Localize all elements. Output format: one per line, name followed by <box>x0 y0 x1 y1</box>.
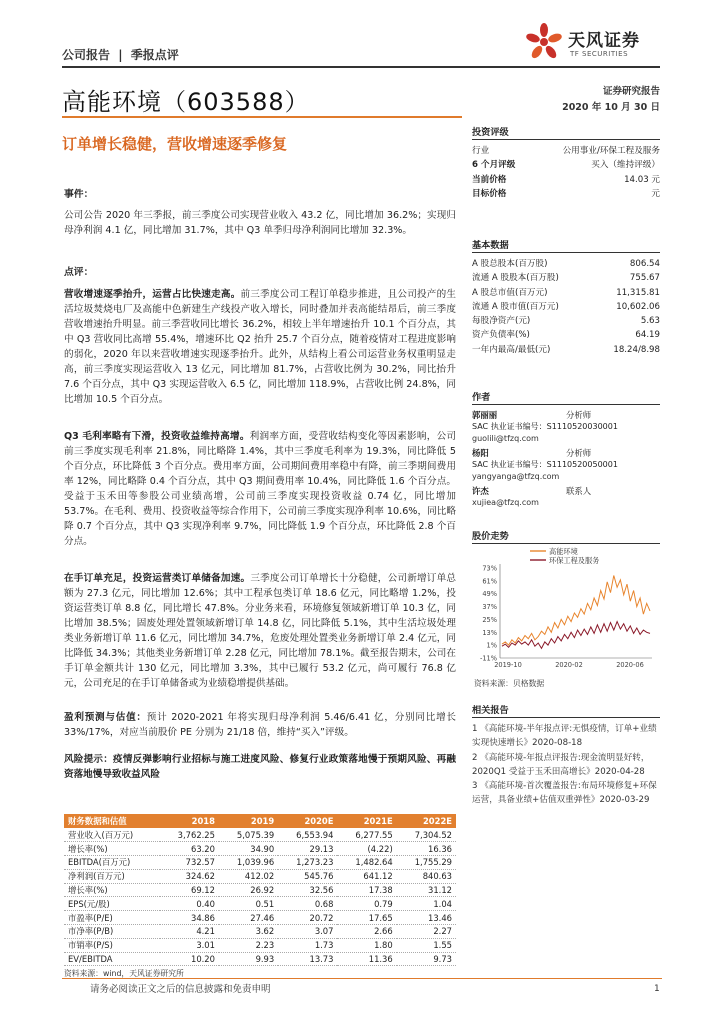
table-cell: 34.90 <box>219 842 278 856</box>
table-cell: 13.73 <box>278 952 337 966</box>
basic-data-key: A 股总股本(百万股) <box>472 259 548 269</box>
basic-data-value: 11,315.81 <box>616 287 660 298</box>
basic-data-row <box>472 314 660 328</box>
y-tick-label: 49% <box>482 590 497 599</box>
author-email[interactable]: xujiea@tfzq.com <box>472 498 539 507</box>
basic-data-key: 资产负债率(%) <box>472 330 530 341</box>
table-cell: 324.62 <box>160 869 219 883</box>
table-cell: 净利润(百万元) <box>64 869 160 883</box>
table-column-header: 2021E <box>337 814 396 828</box>
rating-row-price <box>472 173 660 187</box>
table-cell: 1,482.64 <box>337 856 396 870</box>
table-cell: 17.65 <box>337 911 396 925</box>
event-text: 公司公告 2020 年三季报，前三季度公司实现营业收入 43.2 亿，同比增加 36.2%；实现归母净利润 4.1 亿，同比增加 31.7%，其中 Q3 单季归母净利润同比增加 32.3%。 <box>64 210 456 236</box>
rating-key: 6 个月评级 <box>472 160 516 171</box>
rating-value: 元 <box>651 188 660 199</box>
basic-data-value: 5.63 <box>640 316 660 327</box>
rating-section <box>472 124 660 201</box>
paragraph-margin-head: Q3 毛利率略有下滑，投资收益维持高增。 <box>64 431 250 442</box>
table-cell: 17.38 <box>337 883 396 897</box>
related-report-item[interactable]: 1 《高能环境-半年报点评:无惧疫情，订单+业绩实现快速增长》2020-08-18 <box>472 724 657 749</box>
basic-data-row <box>472 257 660 271</box>
table-cell: 4.21 <box>160 925 219 939</box>
paragraph-risk-head: 风险提示：疫情反弹影响行业招标与施工进度风险、修复行业政策落地慢于预期风险、再融资落地慢导致收益风险 <box>64 754 456 780</box>
company-logo <box>524 22 664 66</box>
basic-data-section <box>472 237 660 357</box>
paragraph-revenue-head: 营收增速逐季抬升，运营占比快速走高。 <box>64 289 241 300</box>
page-title: 高能环境（603588） <box>62 88 310 116</box>
basic-data-head: 基本数据 <box>472 237 660 253</box>
author-email[interactable]: guolili@tfzq.com <box>472 434 539 443</box>
table-cell: 3.01 <box>160 938 219 952</box>
y-tick-label: 25% <box>482 615 497 624</box>
y-tick-label: 13% <box>482 628 497 637</box>
financial-table-header <box>64 814 456 828</box>
basic-data-key: 一年内最高/最低(元) <box>472 344 551 355</box>
table-cell: 营业收入(百万元) <box>64 828 160 842</box>
page-subtitle: 订单增长稳健，营收增速逐季修复 <box>62 135 288 153</box>
rating-row-industry <box>472 144 660 158</box>
y-tick-label: -11% <box>479 654 497 663</box>
chart-source: 资料来源：贝格数据 <box>474 679 545 688</box>
basic-data-row <box>472 343 660 357</box>
table-row <box>64 938 456 952</box>
rating-head: 投资评级 <box>472 124 660 140</box>
table-cell: 1,039.96 <box>219 856 278 870</box>
table-cell: 1,273.23 <box>278 856 337 870</box>
logo-cn: 天风证券 <box>568 31 640 51</box>
basic-data-value: 806.54 <box>629 259 660 269</box>
table-cell: 1,755.29 <box>397 856 456 870</box>
header-rule <box>62 66 660 68</box>
author-email[interactable]: yangyanga@tfzq.com <box>472 472 560 481</box>
rating-key: 当前价格 <box>472 174 507 185</box>
y-tick-label: 1% <box>486 641 497 650</box>
basic-data-value: 755.67 <box>629 273 660 284</box>
legend-label: 高能环境 <box>549 547 578 556</box>
table-cell: 5,075.39 <box>219 828 278 842</box>
category-separator: | <box>118 48 123 62</box>
table-cell: 2.27 <box>397 925 456 939</box>
chart-section <box>472 528 660 544</box>
basic-data-key: 每股净资产(元) <box>472 316 531 327</box>
footer-disclaimer: 请务必阅读正文之后的信息披露和免责申明 <box>90 984 271 995</box>
paragraph-orders <box>64 571 456 691</box>
chart-head: 股价走势 <box>472 528 660 544</box>
series-line-2 <box>502 622 650 649</box>
report-type: 证券研究报告 <box>602 86 660 97</box>
financial-table <box>64 814 456 966</box>
basic-data-key: A 股总市值(百万元) <box>472 287 548 298</box>
rating-value: 14.03 元 <box>624 174 660 185</box>
author-role: 联系人 <box>566 486 592 496</box>
author-name: 杨阳 <box>472 448 489 458</box>
table-row <box>64 856 456 870</box>
author-sac: SAC 执业证书编号：S1110520030001 <box>472 422 618 431</box>
basic-data-key: 流通 A 股股本(百万股) <box>472 273 559 284</box>
report-date: 2020 年 10 月 30 日 <box>562 102 660 113</box>
table-cell: 2.23 <box>219 938 278 952</box>
paragraph-margin-body: 利润率方面，受营收结构变化等因素影响，公司前三季度实现毛利率 21.8%，同比略降 1.4%，其中三季度毛利率为 19.3%，同比降低 5 个百分点，环比降低 3 个百分点。费用率方面，公司期间费用率稳中有降，前三季期间费用率 12%，同比略降 0.4 个百分点，其中 Q3 期间费用率 10.4%，同比降低 1.6 个百分点。受益于玉禾田等参股公司业绩高增，公司前三季度实现投资收益 0.74 亿，同比增加 53.7%。在毛利、费用、投资收益等综合作用下，公司前三季度实现净利率 10.6%，同比略降 0.7 个百分点，其中 Q3 实现净利率 9.7%，同比降低 1.9 个百分点，环比降低 2.8 个百分点。 <box>64 431 457 547</box>
rating-value: 买入（维持评级） <box>591 160 660 171</box>
table-cell: 市净率(P/B) <box>64 925 160 939</box>
table-cell: 1.04 <box>397 897 456 911</box>
table-cell: 市盈率(P/E) <box>64 911 160 925</box>
page-number: 1 <box>654 984 660 994</box>
table-cell: 0.51 <box>219 897 278 911</box>
table-source: 资料来源：wind，天风证券研究所 <box>64 969 184 978</box>
table-cell: 412.02 <box>219 869 278 883</box>
table-cell: 545.76 <box>278 869 337 883</box>
footer-rule <box>62 978 662 979</box>
table-cell: 16.36 <box>397 842 456 856</box>
paragraph-orders-head: 在手订单充足，投资运营类订单储备加速。 <box>64 573 251 584</box>
table-cell: 26.92 <box>219 883 278 897</box>
paragraph-revenue <box>64 287 456 407</box>
x-tick-label: 2020-06 <box>616 661 644 669</box>
category-label: 公司报告 <box>62 48 111 62</box>
table-column-header: 2019 <box>219 814 278 828</box>
table-column-header: 2020E <box>278 814 337 828</box>
author-list <box>472 409 660 509</box>
table-cell: EBITDA(百万元) <box>64 856 160 870</box>
rating-key: 目标价格 <box>472 188 507 199</box>
table-row <box>64 897 456 911</box>
table-column-header: 财务数据和估值 <box>64 814 160 828</box>
x-tick-label: 2020-02 <box>555 661 583 669</box>
table-column-header: 2022E <box>397 814 456 828</box>
x-tick-label: 2019-10 <box>494 661 522 669</box>
y-tick-label: 61% <box>482 577 497 586</box>
table-column-header: 2018 <box>160 814 219 828</box>
table-cell: 3,762.25 <box>160 828 219 842</box>
basic-data-value: 10,602.06 <box>616 301 660 312</box>
basic-data-value: 64.19 <box>635 330 660 341</box>
basic-data-rows <box>472 257 660 357</box>
table-cell: 732.57 <box>160 856 219 870</box>
logo-flower-icon <box>524 22 564 62</box>
price-chart <box>472 546 660 672</box>
basic-data-key: 流通 A 股市值(百万元) <box>472 301 559 312</box>
table-cell: 1.73 <box>278 938 337 952</box>
rating-value: 公用事业/环保工程及服务 <box>562 146 660 156</box>
table-cell: 32.56 <box>278 883 337 897</box>
table-row <box>64 828 456 842</box>
related-head: 相关报告 <box>472 702 660 718</box>
rating-key: 行业 <box>472 146 490 156</box>
table-cell: 2.66 <box>337 925 396 939</box>
table-cell: 3.62 <box>219 925 278 939</box>
table-cell: 3.07 <box>278 925 337 939</box>
table-cell: 0.40 <box>160 897 219 911</box>
paragraph-margin <box>64 429 456 549</box>
table-row <box>64 952 456 966</box>
rating-row-target <box>472 187 660 201</box>
table-row <box>64 883 456 897</box>
title-rule <box>62 116 462 118</box>
paragraph-revenue-body: 前三季度公司工程订单稳步推进，且公司投产的生活垃圾焚烧电厂及高能中色新建生产线投产收入增长，同时叠加并表高能结昂后，前三季度营收增速抬升明显。前三季营收同比增长 36.2%，相较上半年增速抬升 10.1 个百分点，其中 Q3 营收同比高增 55.4%，增速环比 Q2 抬升 25.7 个百分点，随着疫情对工程进度影响的弱化，2020 年以来营收增速实现逐季抬升。此外，从结构上看公司运营业务权重明显走高，前三季度实现运营收入 13 亿元，同比增加 81.7%，占营收比例为 30.2%，同比抬升 7.6 个百分点，其中 Q3 实现运营收入 6.5 亿，同比增加 118.9%，占营收比例 24.8%，同比增加 10.5 个百分点。 <box>64 289 457 405</box>
table-cell: 10.20 <box>160 952 219 966</box>
table-cell: 20.72 <box>278 911 337 925</box>
basic-data-row <box>472 300 660 314</box>
related-report-item[interactable]: 2 《高能环境-年报点评报告:现金流明显好转，2020Q1 受益于玉禾田高增长》2020-04-28 <box>472 752 650 777</box>
paragraph-risk <box>64 752 456 782</box>
table-cell: 13.46 <box>397 911 456 925</box>
table-cell: 6,277.55 <box>337 828 396 842</box>
table-cell: 0.79 <box>337 897 396 911</box>
legend-label: 环保工程及服务 <box>549 556 600 565</box>
subcategory-label: 季报点评 <box>130 48 179 62</box>
y-tick-label: 37% <box>482 603 497 612</box>
table-cell: 34.86 <box>160 911 219 925</box>
report-category <box>62 46 179 63</box>
basic-data-value: 18.24/8.98 <box>613 344 660 355</box>
related-report-item[interactable]: 3 《高能环境-首次覆盖报告:布局环境修复+环保运营，具备业绩+估值双重弹性》2020-03-29 <box>472 781 657 806</box>
basic-data-row <box>472 286 660 300</box>
table-cell: 29.13 <box>278 842 337 856</box>
table-cell: 1.80 <box>337 938 396 952</box>
table-cell: 11.36 <box>337 952 396 966</box>
author-entry <box>472 447 660 483</box>
basic-data-row <box>472 271 660 285</box>
comment-label: 点评： <box>64 267 94 278</box>
table-row <box>64 869 456 883</box>
author-sac: SAC 执业证书编号：S1110520050001 <box>472 460 618 469</box>
authors-head: 作者 <box>472 389 660 405</box>
table-cell: 增长率(%) <box>64 883 160 897</box>
table-cell: 市销率(P/S) <box>64 938 160 952</box>
author-entry <box>472 409 660 445</box>
basic-data-row <box>472 328 660 342</box>
paragraph-orders-body: 三季度公司订单增长十分稳健，公司新增订单总额为 27.3 亿元，同比增加 12.6%；其中工程承包类订单 18.6 亿元，同比略增 1.2%，投资运营类订单 8.8 亿，同比增长 47.8%。分业务来看，环境修复领域新增订单 10.3 亿，同比增加 38.5%；固废处理处置领域新增订单 14.8 亿，同比降低 5.1%，其中生活垃圾处理类业务新增订单 11.6 亿元，同比增加 34.7%，危废处理处置类业务新增订单 2.4 亿元，同比降低 34.3%；其他类业务新增订单 2.28 亿元，同比增加 78.1%。截至报告期末，公司在手订单金额共计 130 亿元，同比增加 3.3%，其中已履行 53.2 亿元，尚可履行 76.8 亿元，公司充足的在手订单储备或为业绩稳增提供基础。 <box>64 573 457 689</box>
author-entry <box>472 485 660 509</box>
rating-row-6m <box>472 158 660 172</box>
paragraph-forecast-body: 预计 2020-2021 年将实现归母净利润 5.46/6.41 亿，分别同比增长 33%/17%，对应当前股价 PE 分别为 21/18 倍，维持“买入”评级。 <box>64 712 457 738</box>
paragraph-forecast-head: 盈利预测与估值： <box>64 712 147 723</box>
author-name: 郭丽丽 <box>472 410 498 420</box>
paragraph-forecast <box>64 710 456 740</box>
related-list <box>472 722 660 808</box>
table-row <box>64 842 456 856</box>
related-section <box>472 702 660 808</box>
table-cell: 63.20 <box>160 842 219 856</box>
authors-section <box>472 389 660 511</box>
table-cell: 27.46 <box>219 911 278 925</box>
table-cell: EPS(元/股) <box>64 897 160 911</box>
logo-en: TF SECURITIES <box>570 50 629 58</box>
table-cell: 增长率(%) <box>64 842 160 856</box>
table-cell: 9.73 <box>397 952 456 966</box>
event-label: 事件： <box>64 189 94 200</box>
table-cell: 1.55 <box>397 938 456 952</box>
financial-table-body <box>64 828 456 966</box>
table-row <box>64 911 456 925</box>
table-cell: 0.68 <box>278 897 337 911</box>
table-cell: 6,553.94 <box>278 828 337 842</box>
y-tick-label: 73% <box>482 564 497 573</box>
author-role: 分析师 <box>566 410 592 420</box>
table-cell: 641.12 <box>337 869 396 883</box>
table-cell: 7,304.52 <box>397 828 456 842</box>
table-cell: 9.93 <box>219 952 278 966</box>
author-role: 分析师 <box>566 448 592 458</box>
table-cell: 31.12 <box>397 883 456 897</box>
table-cell: (4.22) <box>337 842 396 856</box>
author-name: 许杰 <box>472 486 489 496</box>
table-cell: 840.63 <box>397 869 456 883</box>
table-row <box>64 925 456 939</box>
table-cell: EV/EBITDA <box>64 952 160 966</box>
table-cell: 69.12 <box>160 883 219 897</box>
